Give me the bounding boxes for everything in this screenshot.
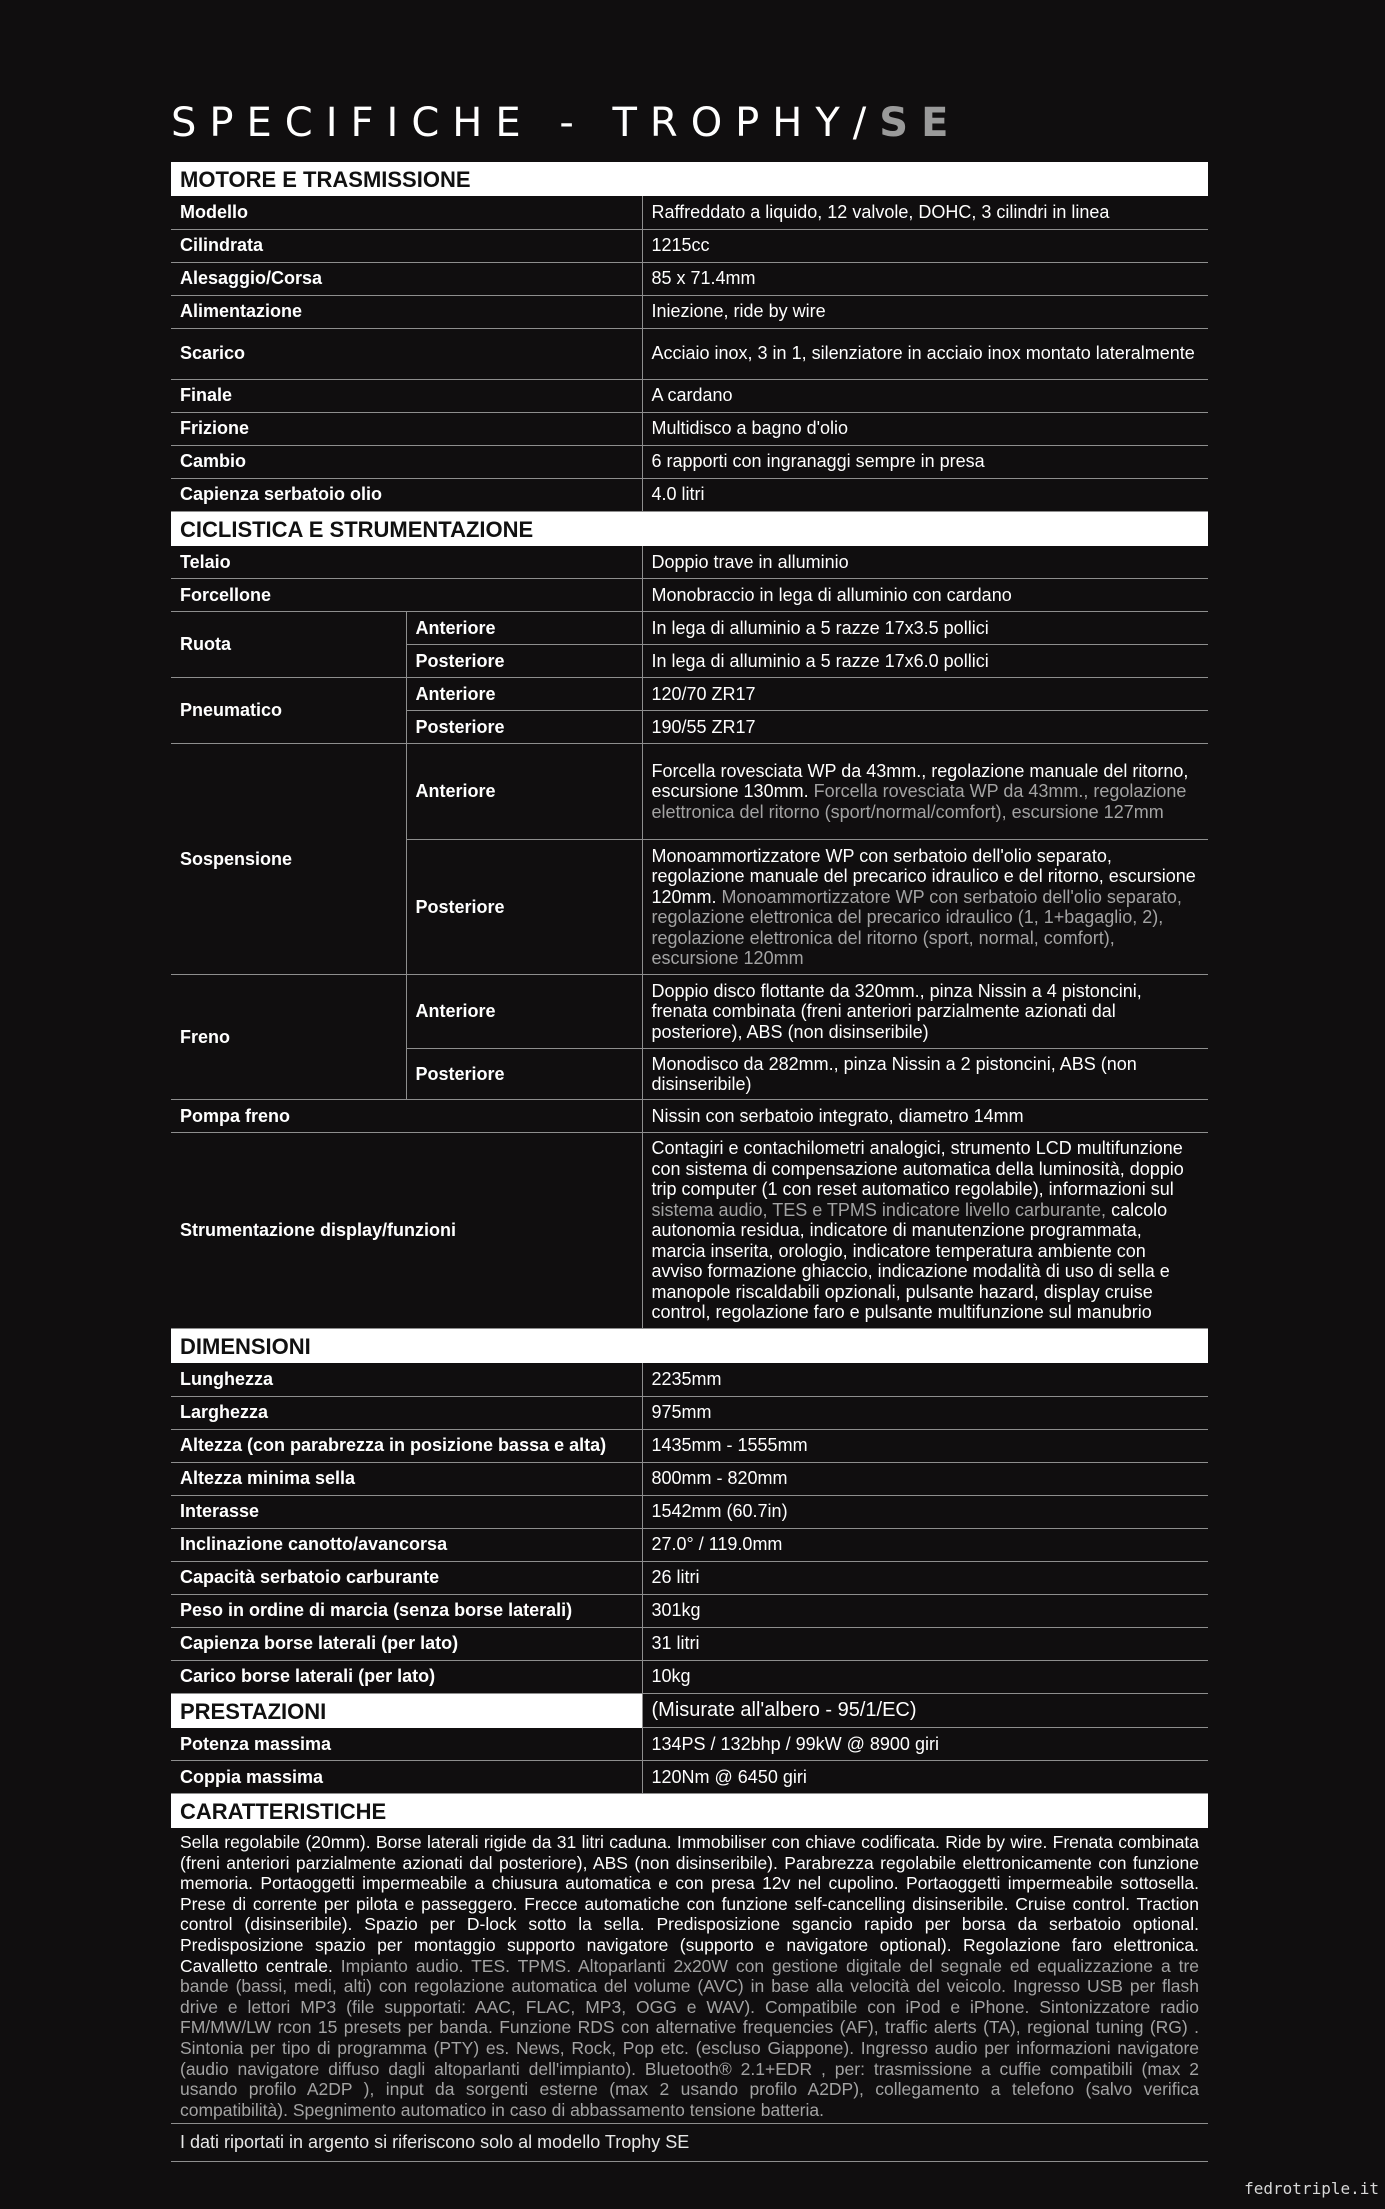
spec-value: 4.0 litri <box>642 478 1208 511</box>
section-heading: CARATTERISTICHE <box>171 1794 1208 1829</box>
spec-row <box>171 1429 1208 1462</box>
spec-row <box>171 1594 1208 1627</box>
spec-row <box>171 612 1208 645</box>
spec-value: Doppio trave in alluminio <box>642 546 1208 579</box>
spec-label: Potenza massima <box>171 1728 642 1761</box>
value-text: calcolo autonomia residua, indicatore di manutenzione programmata, marcia inserita, orologio, indicatore temperatura ambiente con avviso formazione ghiaccio, indicazione modalità di uso di sella e manopole riscaldabili opzionali, pulsante hazard, display cruise control, regolazione faro e pulsante multifunzione sul manubrio <box>651 1199 1170 1323</box>
spec-value: 800mm - 820mm <box>642 1462 1208 1495</box>
spec-label: Strumentazione display/funzioni <box>171 1133 642 1329</box>
spec-label: Frizione <box>171 412 642 445</box>
section-motore <box>171 162 1208 511</box>
spec-row <box>171 1396 1208 1429</box>
section-ciclistica <box>171 511 1208 1329</box>
title-main: SPECIFICHE - TROPHY/ <box>171 100 880 146</box>
spec-row <box>171 579 1208 612</box>
section-heading: MOTORE E TRASMISSIONE <box>171 162 1208 196</box>
value-silver-text: sistema audio, TES e TPMS indicatore livello carburante, <box>651 1199 1107 1220</box>
spec-row <box>171 1363 1208 1396</box>
spec-sublabel: Posteriore <box>406 840 642 975</box>
spec-sublabel: Posteriore <box>406 645 642 678</box>
spec-row <box>171 196 1208 229</box>
spec-row <box>171 1728 1208 1761</box>
spec-row <box>171 975 1208 1049</box>
spec-row <box>171 1495 1208 1528</box>
spec-value: Acciaio inox, 3 in 1, silenziatore in acciaio inox montato lateralmente <box>642 328 1208 379</box>
spec-value: 10kg <box>642 1660 1208 1693</box>
spec-value: 975mm <box>642 1396 1208 1429</box>
spec-label: Coppia massima <box>171 1761 642 1794</box>
value-text: Contagiri e contachilometri analogici, strumento LCD multifunzione con sistema di compensazione automatica della luminosità, doppio trip computer (1 con reset automatico regolabile), informazioni sul <box>651 1138 1184 1200</box>
spec-value: 1435mm - 1555mm <box>642 1429 1208 1462</box>
spec-sublabel: Anteriore <box>406 975 642 1049</box>
spec-row <box>171 1660 1208 1693</box>
section-heading: CICLISTICA E STRUMENTAZIONE <box>171 511 1208 546</box>
spec-label: Interasse <box>171 1495 642 1528</box>
spec-label: Capienza borse laterali (per lato) <box>171 1627 642 1660</box>
spec-label: Freno <box>171 975 406 1100</box>
spec-sublabel: Anteriore <box>406 612 642 645</box>
spec-row <box>171 295 1208 328</box>
spec-label: Pneumatico <box>171 678 406 744</box>
spec-label: Larghezza <box>171 1396 642 1429</box>
spec-row <box>171 1627 1208 1660</box>
spec-value: 26 litri <box>642 1561 1208 1594</box>
spec-label: Modello <box>171 196 642 229</box>
spec-row <box>171 678 1208 711</box>
spec-row <box>171 744 1208 840</box>
features-silver-text: Impianto audio. TES. TPMS. Altoparlanti 2x20W con gestione digitale del segnale ed equalizzazione a tre bande (bassi, medi, alti) con regolazione automatica del volume (AVC) in base alla velocità del veicolo. Ingresso USB per flash drive e lettori MP3 (file supportati: AAC, FLAC, MP3, OGG e WAV). Compatibile con iPod e iPhone. Sintonizzatore radio FM/MW/LW rcon 15 presets per banda. Funzione RDS con alternative frequencies (AF), traffic alerts (TA), regional tuning (RG) . Sintonia per tipo di programma (PTY) es. News, Rock, Pop etc. (escluso Giappone). Ingresso audio per informazioni navigatore (audio navigatore diffuso dagli altoparlanti dell'impianto). Bluetooth® 2.1+EDR , per: trasmissione a cuffie compatibili (max 2 usando profilo A2DP ), input da sorgenti esterne (max 2 usando profilo A2DP), collegamento a telefono (salvo verifica compatibilità). Spegnimento automatico in caso di abbassamento tensione batteria. <box>180 1955 1200 2120</box>
features-standard-text: Sella regolabile (20mm). Borse laterali rigide da 31 litri caduna. Immobiliser con chiave codificata. Ride by wire. Frenata combinata (freni anteriori parzialmente azionati dal posteriore), ABS (non disinseribile). Parabrezza regolabile elettronicamente con funzione memoria. Portaoggetti impermeabile a chiusura automatica e con presa 12v nel cupolino. Portaoggetti impermeabile sottosella. Prese di corrente per pilota e passeggero. Frecce automatiche con funzione self-cancelling disinseribile. Cruise control. Traction control (disinseribile). Spazio per D-lock sotto la sella. Predisposizione sgancio rapido per borsa da serbatoio optional. Predisposizione spazio per montaggio supporto navigatore (supporto e navigatore optional). Regolazione faro elettronica. Cavalletto centrale. <box>180 1832 1200 1976</box>
spec-value: 31 litri <box>642 1627 1208 1660</box>
spec-value: 1215cc <box>642 229 1208 262</box>
spec-label: Cambio <box>171 445 642 478</box>
spec-label: Alimentazione <box>171 295 642 328</box>
spec-value: Monodisco da 282mm., pinza Nissin a 2 pistoncini, ABS (non disinseribile) <box>642 1049 1208 1100</box>
section-heading: PRESTAZIONI <box>171 1693 642 1728</box>
spec-label: Ruota <box>171 612 406 678</box>
spec-row <box>171 412 1208 445</box>
spec-sublabel: Posteriore <box>406 1049 642 1100</box>
spec-row <box>171 1462 1208 1495</box>
spec-value <box>642 744 1208 840</box>
spec-value: A cardano <box>642 379 1208 412</box>
spec-row <box>171 328 1208 379</box>
value-silver-text: Forcella rovesciata WP da 43mm., regolazione elettronica del ritorno (sport/normal/comfort), escursione 127mm <box>651 781 1187 822</box>
spec-value: 6 rapporti con ingranaggi sempre in presa <box>642 445 1208 478</box>
spec-value <box>642 1133 1208 1329</box>
spec-value: In lega di alluminio a 5 razze 17x6.0 pollici <box>642 645 1208 678</box>
spec-label: Lunghezza <box>171 1363 642 1396</box>
spec-label: Peso in ordine di marcia (senza borse laterali) <box>171 1594 642 1627</box>
features-text <box>171 1828 1208 2124</box>
spec-value <box>642 840 1208 975</box>
spec-row <box>171 546 1208 579</box>
spec-label: Forcellone <box>171 579 642 612</box>
spec-value: 27.0° / 119.0mm <box>642 1528 1208 1561</box>
spec-value: 134PS / 132bhp / 99kW @ 8900 giri <box>642 1728 1208 1761</box>
spec-value: Multidisco a bagno d'olio <box>642 412 1208 445</box>
watermark: fedrotriple.it <box>1244 2179 1379 2198</box>
spec-value: Raffreddato a liquido, 12 valvole, DOHC, 3 cilindri in linea <box>642 196 1208 229</box>
spec-value: 85 x 71.4mm <box>642 262 1208 295</box>
spec-label: Altezza minima sella <box>171 1462 642 1495</box>
section-caratteristiche <box>171 1794 1208 2162</box>
spec-value: In lega di alluminio a 5 razze 17x3.5 pollici <box>642 612 1208 645</box>
title-suffix: SE <box>879 100 962 146</box>
spec-row <box>171 445 1208 478</box>
spec-row <box>171 1100 1208 1133</box>
spec-label: Scarico <box>171 328 642 379</box>
spec-row <box>171 229 1208 262</box>
spec-sublabel: Anteriore <box>406 744 642 840</box>
spec-label: Capacità serbatoio carburante <box>171 1561 642 1594</box>
spec-value: Monobraccio in lega di alluminio con cardano <box>642 579 1208 612</box>
spec-value: 301kg <box>642 1594 1208 1627</box>
spec-value: 2235mm <box>642 1363 1208 1396</box>
spec-row <box>171 478 1208 511</box>
spec-label: Carico borse laterali (per lato) <box>171 1660 642 1693</box>
value-text: Forcella rovesciata WP da 43mm., regolazione manuale del ritorno, escursione 130mm. <box>651 760 1189 802</box>
spec-sheet <box>171 162 1208 2162</box>
section-dimensioni <box>171 1329 1208 1694</box>
prestazioni-note: (Misurate all'albero - 95/1/EC) <box>642 1693 1208 1728</box>
spec-row <box>171 1528 1208 1561</box>
spec-sublabel: Posteriore <box>406 711 642 744</box>
spec-label: Cilindrata <box>171 229 642 262</box>
spec-row <box>171 262 1208 295</box>
spec-value: Doppio disco flottante da 320mm., pinza Nissin a 4 pistoncini, frenata combinata (freni anteriori parzialmente azionati dal posteriore), ABS (non disinseribile) <box>642 975 1208 1049</box>
spec-sublabel: Anteriore <box>406 678 642 711</box>
spec-row <box>171 1133 1208 1329</box>
spec-value: 120Nm @ 6450 giri <box>642 1761 1208 1794</box>
spec-value: Nissin con serbatoio integrato, diametro 14mm <box>642 1100 1208 1133</box>
spec-table <box>171 162 1208 2162</box>
spec-label: Alesaggio/Corsa <box>171 262 642 295</box>
page-title <box>171 100 961 146</box>
spec-label: Pompa freno <box>171 1100 642 1133</box>
spec-label: Sospensione <box>171 744 406 975</box>
spec-value: 120/70 ZR17 <box>642 678 1208 711</box>
spec-row <box>171 1761 1208 1794</box>
section-prestazioni <box>171 1693 1208 1794</box>
spec-label: Finale <box>171 379 642 412</box>
value-text: Monoammortizzatore WP con serbatoio dell'olio separato, regolazione manuale del precarico idraulico e del ritorno, escursione 120mm. <box>651 845 1196 907</box>
spec-label: Telaio <box>171 546 642 579</box>
spec-value: Iniezione, ride by wire <box>642 295 1208 328</box>
spec-label: Inclinazione canotto/avancorsa <box>171 1528 642 1561</box>
section-heading: DIMENSIONI <box>171 1329 1208 1364</box>
spec-row <box>171 1561 1208 1594</box>
spec-row <box>171 379 1208 412</box>
spec-label: Capienza serbatoio olio <box>171 478 642 511</box>
spec-label: Altezza (con parabrezza in posizione bassa e alta) <box>171 1429 642 1462</box>
value-silver-text: Monoammortizzatore WP con serbatoio dell'olio separato, regolazione elettronica del precarico idraulico (1, 1+bagaglio, 2), regolazione elettronica del ritorno (sport, normal, comfort), escursione 120mm <box>651 886 1182 968</box>
spec-value: 190/55 ZR17 <box>642 711 1208 744</box>
footer-note: I dati riportati in argento si riferiscono solo al modello Trophy SE <box>171 2124 1208 2162</box>
spec-value: 1542mm (60.7in) <box>642 1495 1208 1528</box>
